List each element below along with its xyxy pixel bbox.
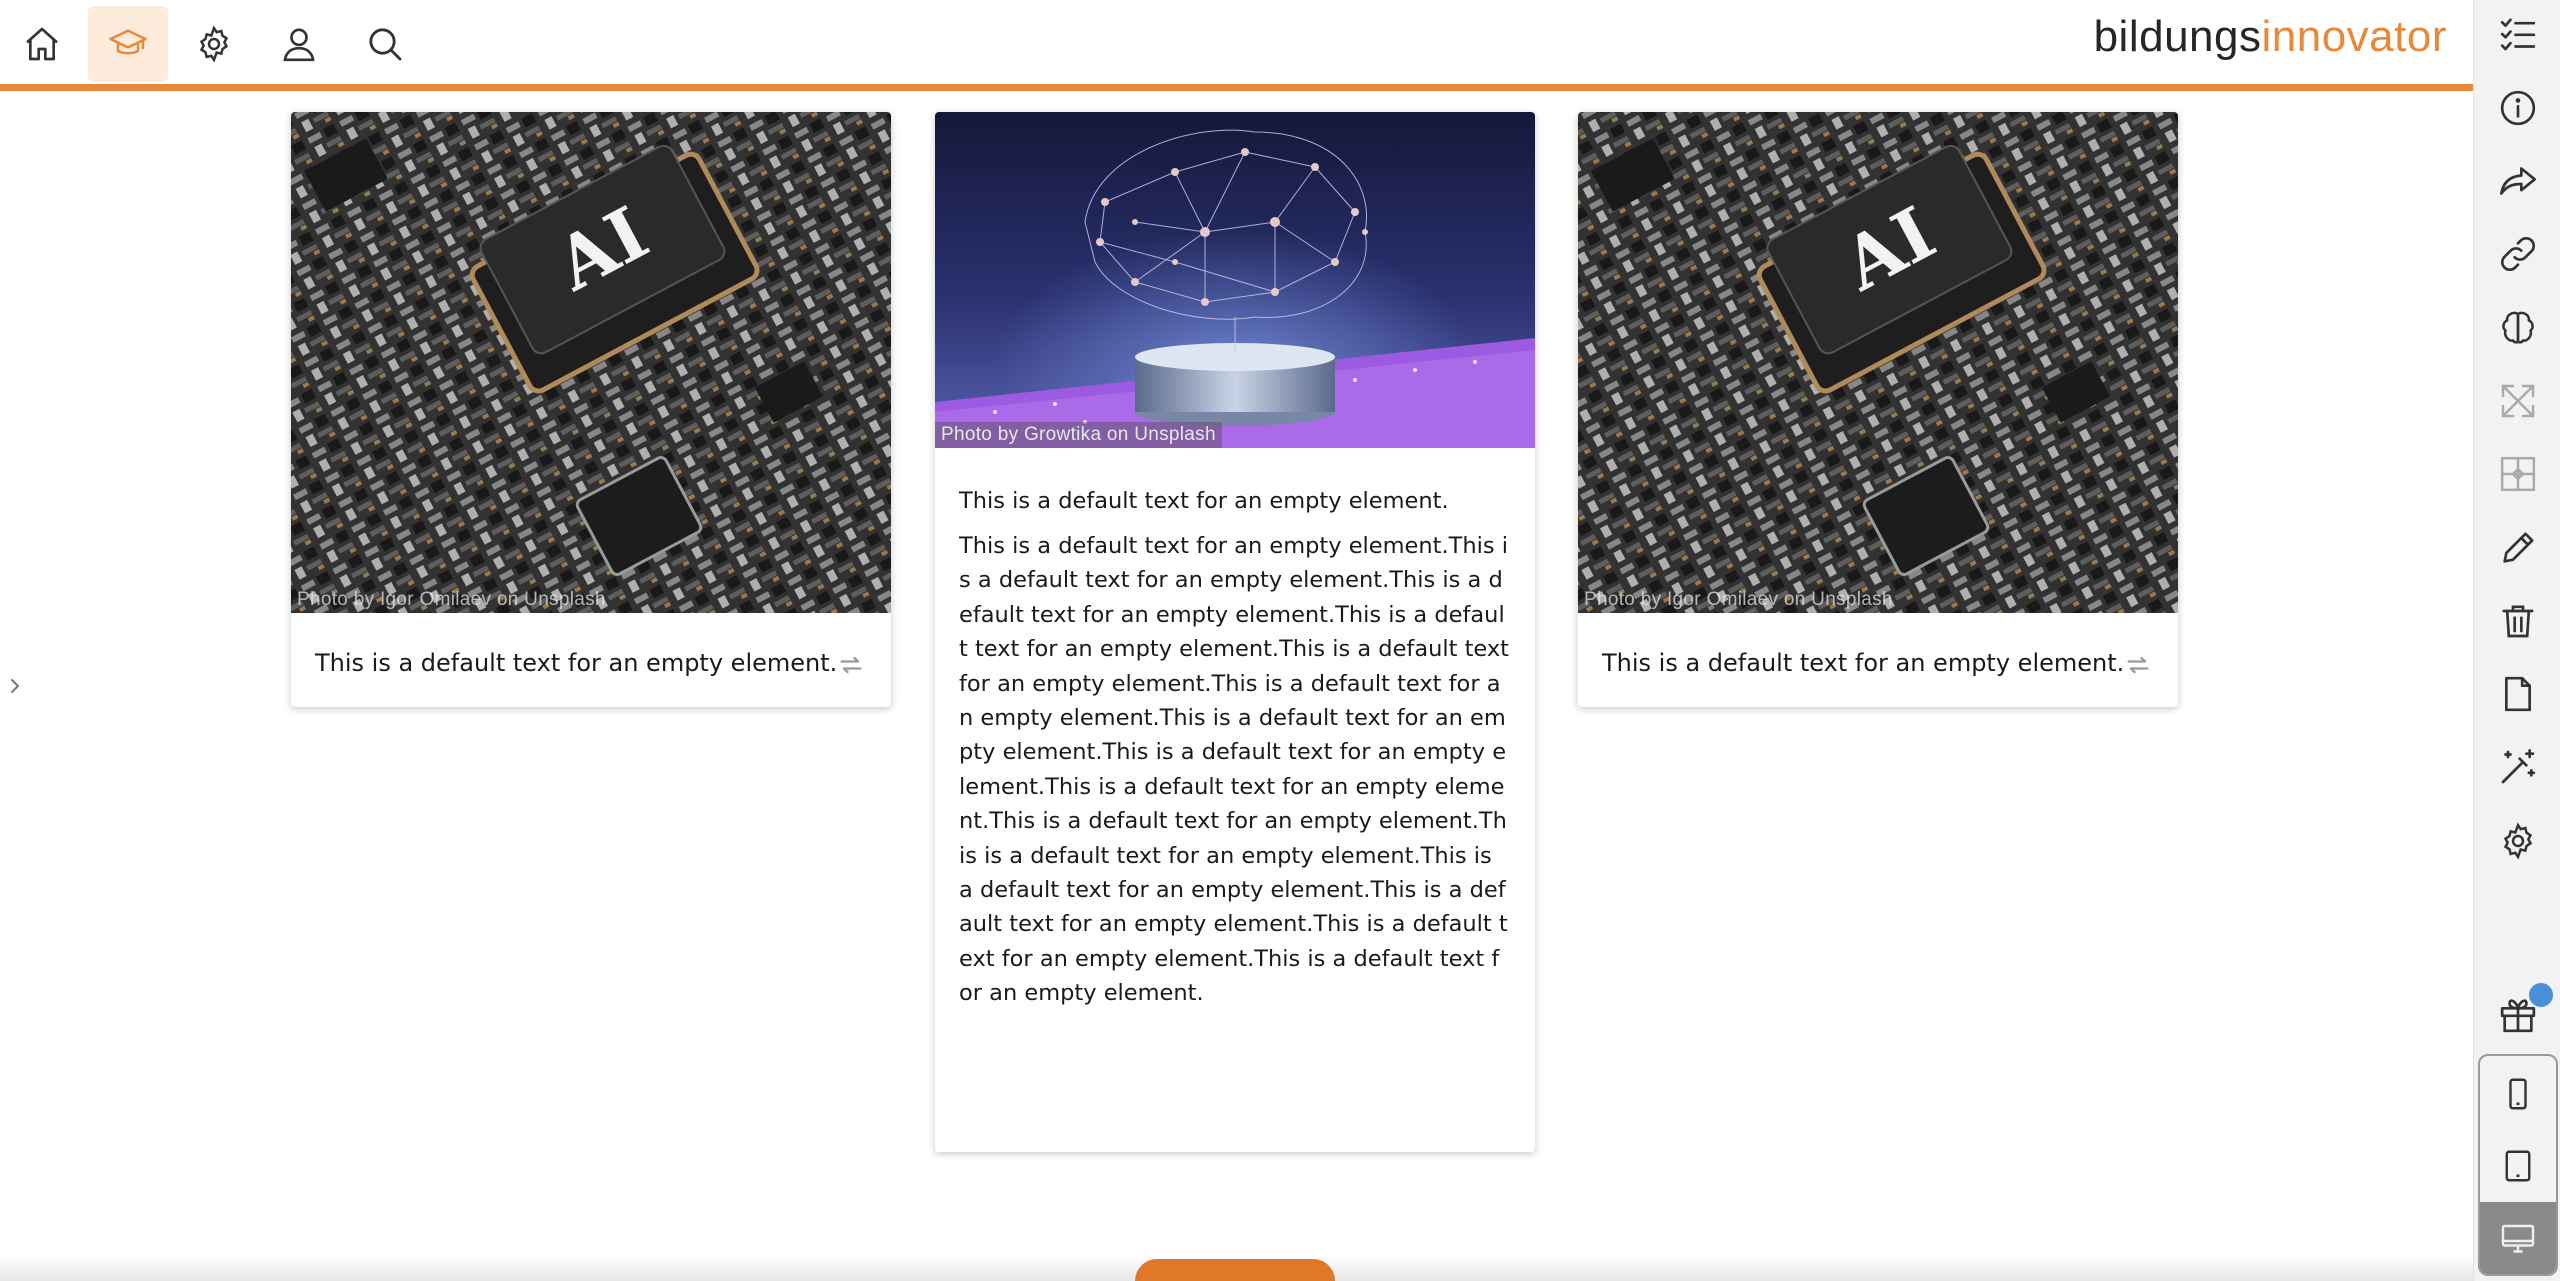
brain-network-image: [935, 112, 1535, 448]
ai-chip-image: [1578, 112, 2178, 613]
link-icon: [2498, 234, 2538, 274]
ai-button[interactable]: [2474, 298, 2560, 358]
tablet-icon: [2500, 1148, 2536, 1184]
desktop-view-button[interactable]: [2480, 1202, 2556, 1274]
user-icon: [279, 24, 319, 64]
magic-button[interactable]: [2474, 737, 2560, 797]
editor-toolbar: [2473, 0, 2560, 1281]
page-button[interactable]: [2474, 664, 2560, 724]
mobile-view-button[interactable]: [2480, 1058, 2556, 1130]
profile-button[interactable]: [259, 6, 339, 82]
settings-button[interactable]: [174, 6, 254, 82]
content-card-3[interactable]: [1578, 112, 2178, 707]
expand-icon: [2498, 381, 2538, 421]
ai-chip-image: [291, 112, 891, 613]
photo-credit[interactable]: Photo by Igor Omilaev on Unsplash: [297, 589, 606, 610]
edit-button[interactable]: [2474, 518, 2560, 578]
gift-button[interactable]: [2474, 985, 2560, 1045]
photo-credit[interactable]: Photo by Growtika on Unsplash: [935, 422, 1222, 448]
home-icon: [22, 24, 62, 64]
card-heading: This is a default text for an empty element.: [959, 488, 1449, 514]
device-preview-switcher: [2478, 1054, 2558, 1276]
search-icon: [365, 24, 405, 64]
notification-badge: [2529, 983, 2553, 1007]
desktop-icon: [2500, 1220, 2536, 1256]
card-image: [935, 112, 1535, 448]
swap-icon[interactable]: [837, 651, 865, 679]
info-button[interactable]: [2474, 78, 2560, 138]
share-icon: [2498, 161, 2538, 201]
home-button[interactable]: [2, 6, 82, 82]
layout-grid-button[interactable]: [2474, 444, 2560, 504]
info-icon: [2498, 88, 2538, 128]
share-button[interactable]: [2474, 151, 2560, 211]
top-navigation-bar: [0, 0, 2473, 84]
chip-label: AI: [542, 189, 662, 307]
brand-name-part2: innovator: [2261, 12, 2447, 61]
swap-icon[interactable]: [2124, 651, 2152, 679]
brand-logo[interactable]: [2094, 12, 2447, 72]
checklist-button[interactable]: [2474, 4, 2560, 64]
trash-icon: [2498, 601, 2538, 641]
pencil-icon: [2498, 528, 2538, 568]
content-card-2[interactable]: [935, 112, 1535, 1152]
delete-button[interactable]: [2474, 591, 2560, 651]
chip-label: AI: [1829, 189, 1949, 307]
fullscreen-button[interactable]: [2474, 371, 2560, 431]
graduation-cap-icon: [108, 24, 148, 64]
card-image: [291, 112, 891, 613]
link-button[interactable]: [2474, 224, 2560, 284]
card-image: [1578, 112, 2178, 613]
courses-button[interactable]: [88, 6, 168, 82]
search-button[interactable]: [345, 6, 425, 82]
content-card-1[interactable]: [291, 112, 891, 707]
bottom-action-button[interactable]: [1135, 1259, 1335, 1281]
tablet-view-button[interactable]: [2480, 1130, 2556, 1202]
gear-icon: [2498, 821, 2538, 861]
card-caption: This is a default text for an empty element.: [315, 649, 838, 677]
card-caption: This is a default text for an empty element.: [1602, 649, 2125, 677]
gear-icon: [194, 24, 234, 64]
document-icon: [2498, 674, 2538, 714]
chevron-right-icon[interactable]: [6, 674, 24, 698]
photo-credit[interactable]: Photo by Igor Omilaev on Unsplash: [1584, 589, 1893, 610]
brain-icon: [2498, 308, 2538, 348]
card-body-text: This is a default text for an empty element.This is a default text for an empty element.This is a default text for an empty element.This is a default text for an empty element.This is a default text for an empty element.This is a default text for an empty element.This is a default text for an empty element.This is a default text for an empty element.This is a default text for an empty element.This is a default text for an empty element.This is a default text for an empty element.This is a default text for an empty element.This is a default text for an empty element.This is a default text for an empty element.This is a default text for an empty element.: [959, 533, 1510, 1007]
checklist-icon: [2498, 14, 2538, 54]
page-settings-button[interactable]: [2474, 811, 2560, 871]
magic-wand-icon: [2498, 747, 2538, 787]
brand-name-part1: bildungs: [2093, 12, 2262, 61]
mobile-icon: [2500, 1076, 2536, 1112]
header-accent-line: [0, 84, 2473, 91]
grid-icon: [2498, 454, 2538, 494]
